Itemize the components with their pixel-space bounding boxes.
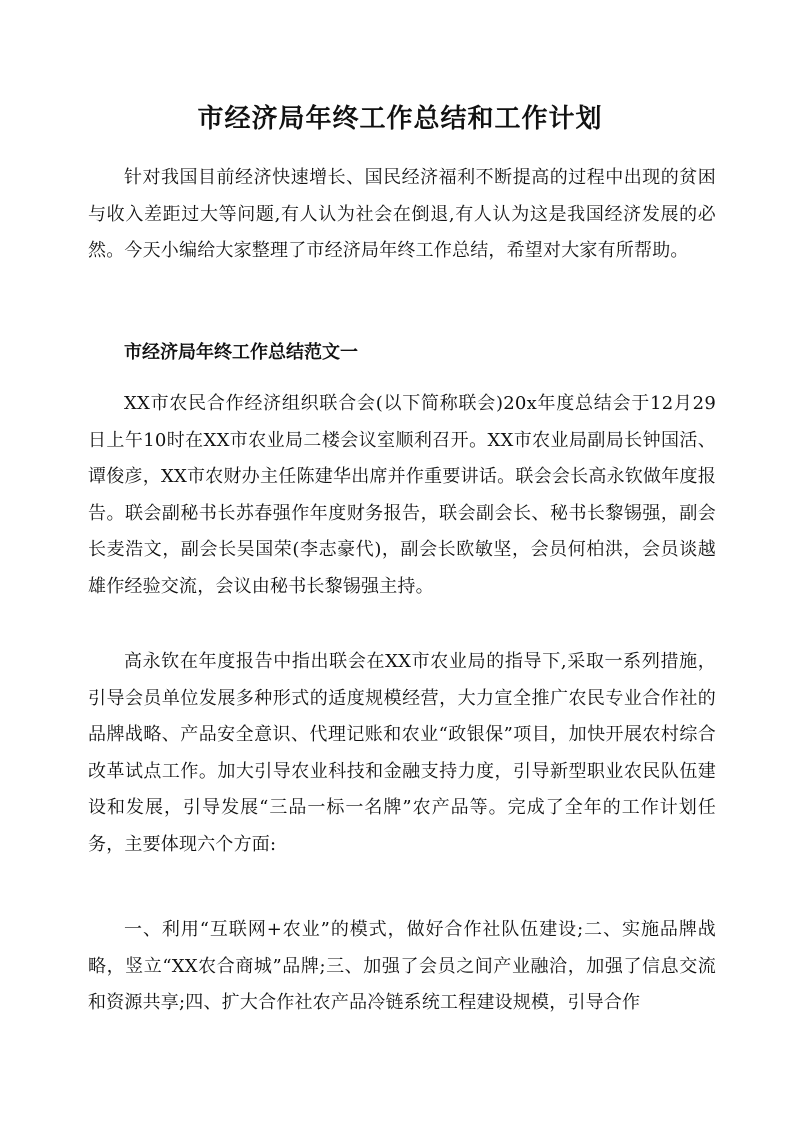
- document-title: 市经济局年终工作总结和工作计划: [197, 104, 603, 134]
- body-paragraph: 高永钦在年度报告中指出联会在XX市农业局的指导下,采取一系列措施，引导会员单位发展多种形式的适度规模经营，大力宣全推广农民专业合作社的品牌战略、产品安全意识、代理记账和农业“政银保”项目，加快开展农村综合改革试点工作。加大引导农业科技和金融支持力度，引导新型职业农民队伍建设和发展，引导发展“三品一标一名牌”农产品等。完成了全年的工作计划任务，主要体现六个方面:: [88, 651, 716, 855]
- body-paragraph: 一、利用“互联网+农业”的模式，做好合作社队伍建设;二、实施品牌战略，竖立“XX农合商城”品牌;三、加强了会员之间产业融洽，加强了信息交流和资源共享;四、扩大合作社农产品冷链系统工程建设规模，引导合作: [88, 919, 716, 1013]
- intro-paragraph: 针对我国目前经济快速增长、国民经济福利不断提高的过程中出现的贫困与收入差距过大等问题,有人认为社会在倒退,有人认为这是我国经济发展的必然。今天小编给大家整理了市经济局年终工作总结，希望对大家有所帮助。: [88, 167, 716, 261]
- section-heading: 市经济局年终工作总结范文一: [124, 342, 358, 363]
- body-paragraph: XX市农民合作经济组织联合会(以下简称联会)20x年度总结会于12月29日上午10时在XX市农业局二楼会议室顺利召开。XX市农业局副局长钟国活、谭俊彦，XX市农财办主任陈建华出席并作重要讲话。联会会长高永钦做年度报告。联会副秘书长苏春强作年度财务报告，联会副会长、秘书长黎锡强，副会长麦浩文，副会长吴国荣(李志豪代)，副会长欧敏坚，会员何柏洪，会员谈越雄作经验交流，会议由秘书长黎锡强主持。: [88, 393, 716, 597]
